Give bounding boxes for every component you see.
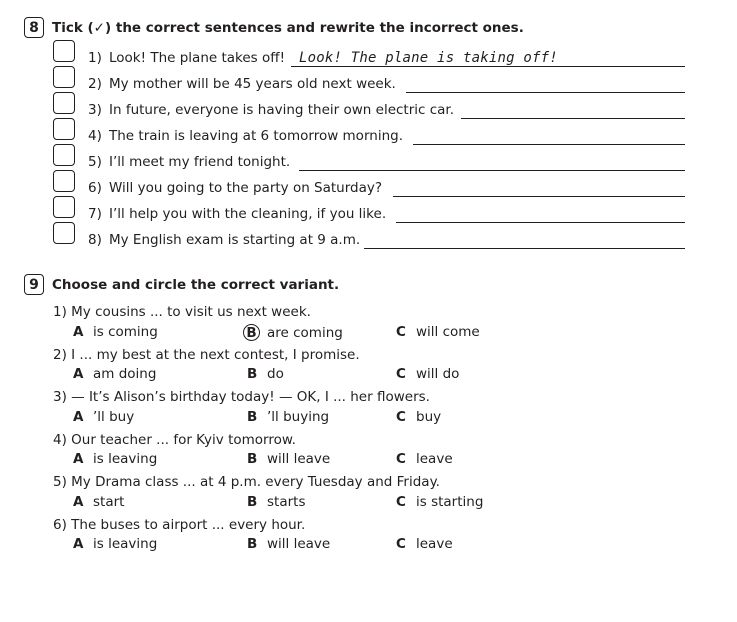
option-a[interactable] [73, 494, 124, 510]
sentence-text: I’ll meet my friend tonight. [109, 154, 291, 170]
option-b[interactable] [247, 409, 329, 425]
option-c[interactable] [396, 409, 441, 425]
option-text: will leave [267, 451, 331, 467]
sentence-row-2 [53, 72, 685, 96]
option-text: is leaving [93, 451, 158, 467]
exercise-8-header [24, 17, 524, 38]
sentence-row-4 [53, 124, 685, 148]
question-2: 2) I ... my best at the next contest, I promise. [53, 347, 360, 363]
option-letter: B [247, 366, 258, 382]
sentence-number: 1) [88, 50, 102, 66]
answer-line[interactable] [461, 100, 685, 119]
sentence-text: I’ll help you with the cleaning, if you like. [109, 206, 387, 222]
option-letter: B [247, 451, 258, 467]
sentence-row-3 [53, 98, 685, 122]
option-letter: A [73, 409, 84, 425]
sentence-text: In future, everyone is having their own electric car. [109, 102, 455, 118]
tick-box[interactable] [53, 144, 75, 166]
exercise-number: 9 [24, 274, 44, 295]
tick-box[interactable] [53, 222, 75, 244]
tick-box[interactable] [53, 92, 75, 114]
sentence-number: 4) [88, 128, 102, 144]
option-letter: C [396, 324, 406, 340]
option-letter: A [73, 494, 84, 510]
sentence-number: 2) [88, 76, 102, 92]
option-text: is coming [93, 324, 158, 340]
option-text: is starting [416, 494, 484, 510]
sentence-row-7 [53, 202, 685, 226]
option-a[interactable] [73, 536, 157, 552]
option-c[interactable] [396, 324, 480, 340]
option-letter: C [396, 366, 406, 382]
option-text: do [267, 366, 284, 382]
sentence-row-1 [53, 46, 685, 70]
tick-box[interactable] [53, 118, 75, 140]
sentence-text: Will you going to the party on Saturday? [109, 180, 383, 196]
option-c[interactable] [396, 451, 453, 467]
exercise-number: 8 [24, 17, 44, 38]
option-text: am doing [93, 366, 157, 382]
option-b[interactable] [247, 536, 330, 552]
option-text: will come [416, 324, 480, 340]
option-letter: C [396, 451, 406, 467]
option-letter: C [396, 536, 406, 552]
sentence-number: 7) [88, 206, 102, 222]
answer-line[interactable] [413, 126, 685, 145]
option-text: are coming [267, 325, 343, 341]
exercise-9-header [24, 274, 339, 295]
sentence-number: 3) [88, 102, 102, 118]
option-text: buy [416, 409, 442, 425]
option-letter: B [247, 536, 258, 552]
sentence-row-5 [53, 150, 685, 174]
option-b[interactable] [247, 494, 305, 510]
exercise-title: Choose and circle the correct variant. [52, 276, 340, 293]
sentence-text: Look! The plane takes off! [109, 50, 285, 66]
sentence-number: 6) [88, 180, 102, 196]
handwritten-answer: Look! The plane is taking off! [299, 50, 558, 66]
answer-line[interactable] [393, 178, 685, 197]
sentence-number: 8) [88, 232, 102, 248]
option-text: is leaving [93, 536, 158, 552]
tick-box[interactable] [53, 40, 75, 62]
sentence-text: My English exam is starting at 9 a.m. [109, 232, 361, 248]
question-6: 6) The buses to airport ... every hour. [53, 517, 306, 533]
question-1: 1) My cousins ... to visit us next week. [53, 304, 311, 320]
option-letter: A [73, 366, 84, 382]
exercise-title: Tick (✓) the correct sentences and rewrite the incorrect ones. [52, 19, 524, 36]
circled-answer: B [243, 324, 260, 341]
option-b[interactable] [247, 451, 330, 467]
option-text: start [93, 494, 125, 510]
tick-box[interactable] [53, 66, 75, 88]
tick-box[interactable] [53, 196, 75, 218]
option-c[interactable] [396, 536, 453, 552]
option-letter: B [247, 409, 258, 425]
sentence-row-6 [53, 176, 685, 200]
answer-line[interactable] [291, 48, 685, 67]
option-a[interactable] [73, 324, 158, 340]
option-text: will do [416, 366, 460, 382]
sentence-row-8 [53, 228, 685, 252]
option-a[interactable] [73, 409, 134, 425]
answer-line[interactable] [364, 230, 685, 249]
option-text: starts [267, 494, 306, 510]
sentence-number: 5) [88, 154, 102, 170]
option-text: will leave [267, 536, 331, 552]
question-5: 5) My Drama class ... at 4 p.m. every Tuesday and Friday. [53, 474, 440, 490]
option-c[interactable] [396, 366, 459, 382]
option-c[interactable] [396, 494, 483, 510]
option-a[interactable] [73, 451, 157, 467]
answer-line[interactable] [396, 204, 685, 223]
answer-line[interactable] [299, 152, 685, 171]
question-4: 4) Our teacher ... for Kyiv tomorrow. [53, 432, 296, 448]
option-letter: A [73, 536, 84, 552]
option-letter: B [247, 494, 258, 510]
option-letter: A [73, 324, 84, 340]
tick-box[interactable] [53, 170, 75, 192]
option-b-circled[interactable] [247, 324, 343, 341]
option-b[interactable] [247, 366, 284, 382]
option-a[interactable] [73, 366, 156, 382]
option-letter: C [396, 409, 406, 425]
answer-line[interactable] [406, 74, 685, 93]
sentence-text: My mother will be 45 years old next week. [109, 76, 396, 92]
sentence-text: The train is leaving at 6 tomorrow morning. [109, 128, 403, 144]
option-text: leave [416, 536, 453, 552]
question-3: 3) — It’s Alison’s birthday today! — OK, I ... her flowers. [53, 389, 430, 405]
option-text: ’ll buy [93, 409, 135, 425]
option-letter: C [396, 494, 406, 510]
option-text: ’ll buying [267, 409, 330, 425]
option-text: leave [416, 451, 453, 467]
option-letter: A [73, 451, 84, 467]
